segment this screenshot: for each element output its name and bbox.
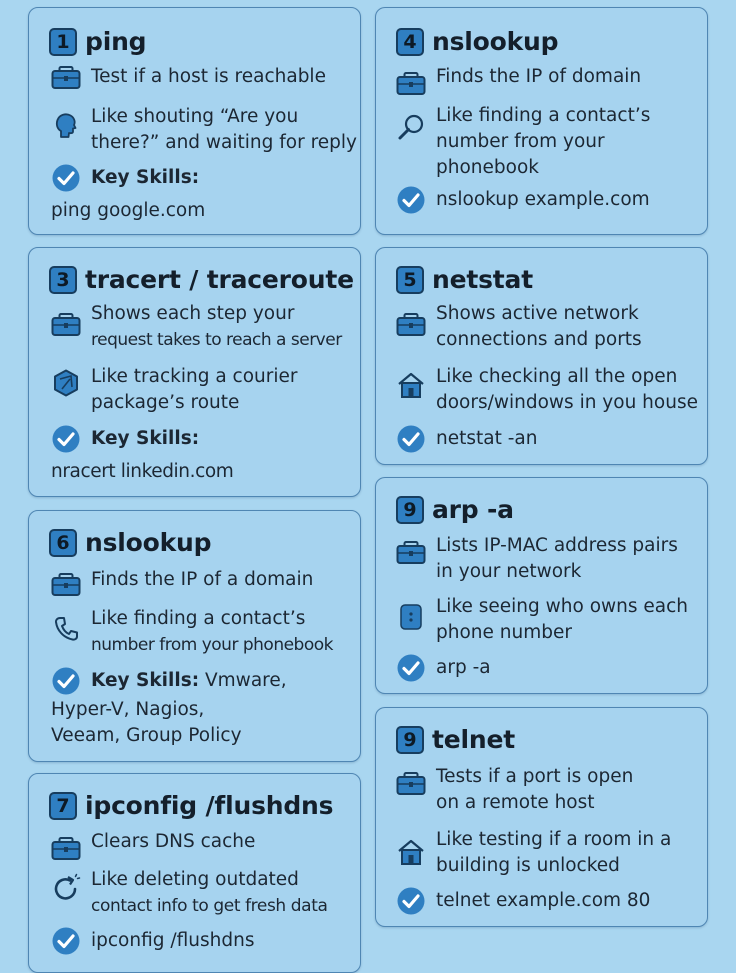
card-title: nslookup [85, 528, 212, 557]
house-icon [396, 370, 426, 400]
analogy-line-2: phone number [436, 622, 572, 643]
card-nslookup-second [28, 510, 361, 762]
purpose-line-2: connections and ports [436, 329, 642, 350]
example-command: arp -a [436, 657, 491, 678]
analogy-line-1: Like seeing who owns each [436, 596, 689, 617]
key-skills-label: Key Skills: [91, 167, 200, 188]
card-number-badge: 3 [49, 266, 77, 294]
key-skills-label: Key Skills: [91, 670, 200, 691]
purpose-line-2: request takes to reach a server [91, 330, 342, 350]
purpose-text: Finds the IP of a domain [91, 569, 314, 590]
card-tracert [28, 247, 361, 497]
example-command: ping google.com [51, 200, 206, 221]
card-ping [28, 7, 361, 235]
key-skills-label: Key Skills: [91, 428, 200, 449]
briefcase-icon [51, 835, 81, 861]
card-title: ping [85, 27, 147, 56]
analogy-line-2: contact info to get fresh data [91, 896, 328, 916]
analogy-line-1: Like checking all the open [436, 366, 678, 387]
card-title: tracert / traceroute [85, 265, 354, 294]
check-circle-icon [51, 926, 81, 956]
purpose-line-1: Shows active network [436, 303, 639, 324]
analogy-line-2: package’s route [91, 392, 240, 413]
card-netstat [375, 247, 708, 465]
card-nslookup [375, 7, 708, 235]
check-circle-icon [396, 886, 426, 916]
purpose-text: Finds the IP of domain [436, 66, 642, 87]
check-circle-icon [396, 653, 426, 683]
analogy-line-2: number from your phonebook [91, 635, 333, 655]
purpose-line-1: Tests if a port is open [436, 766, 634, 787]
analogy-line-1: Like finding a contact’s [91, 608, 306, 629]
card-number-badge: 4 [396, 28, 424, 56]
analogy-line-3: phonebook [436, 157, 539, 178]
example-command: nracert linkedin.com [51, 461, 234, 482]
contact-card-icon [396, 602, 426, 632]
house-icon [396, 837, 426, 867]
card-title: telnet [432, 725, 515, 754]
check-circle-icon [51, 424, 81, 454]
analogy-line-2: there?” and waiting for reply [91, 132, 357, 153]
card-number-badge: 9 [396, 726, 424, 754]
briefcase-icon [396, 70, 426, 96]
analogy-line-1: Like finding a contact’s [436, 105, 651, 126]
briefcase-icon [51, 64, 81, 90]
card-number-badge: 9 [396, 496, 424, 524]
analogy-line-1: Like tracking a courier [91, 366, 298, 387]
analogy-line-2: building is unlocked [436, 855, 620, 876]
card-title: arp -a [432, 495, 514, 524]
briefcase-icon [396, 770, 426, 796]
purpose-text: Test if a host is reachable [91, 66, 326, 87]
example-command: netstat -an [436, 428, 538, 449]
check-circle-icon [396, 424, 426, 454]
briefcase-icon [51, 571, 81, 597]
purpose-text: Clears DNS cache [91, 831, 256, 852]
key-skills-values-1: Vmware, [199, 670, 287, 691]
analogy-line-1: Like deleting outdated [91, 869, 299, 890]
card-number-badge: 6 [49, 529, 77, 557]
briefcase-icon [51, 311, 81, 337]
head-silhouette-icon [51, 110, 81, 140]
purpose-line-1: Lists IP-MAC address pairs [436, 535, 678, 556]
phone-icon [51, 614, 81, 644]
refresh-icon [51, 873, 81, 903]
card-number-badge: 5 [396, 266, 424, 294]
card-number-badge: 1 [49, 28, 77, 56]
briefcase-icon [396, 539, 426, 565]
analogy-line-1: Like testing if a room in a [436, 829, 672, 850]
check-circle-icon [396, 185, 426, 215]
card-telnet [375, 707, 708, 927]
card-number-badge: 7 [49, 792, 77, 820]
analogy-line-2: number from your [436, 131, 605, 152]
example-command: ipconfig /flushdns [91, 930, 255, 951]
purpose-line-2: on a remote host [436, 792, 595, 813]
magnifier-icon [396, 113, 426, 143]
example-command: telnet example.com 80 [436, 890, 651, 911]
card-title: netstat [432, 265, 533, 294]
card-ipconfig [28, 773, 361, 973]
analogy-line-2: doors/windows in you house [436, 392, 698, 413]
card-title: nslookup [432, 27, 559, 56]
example-command: nslookup example.com [436, 189, 650, 210]
key-skills-values-2: Hyper-V, Nagios, [51, 699, 205, 720]
card-title: ipconfig /flushdns [85, 791, 334, 820]
analogy-line-1: Like shouting “Are you [91, 106, 299, 127]
package-icon [51, 368, 81, 398]
briefcase-icon [396, 311, 426, 337]
check-circle-icon [51, 163, 81, 193]
key-skills-values-3: Veeam, Group Policy [51, 725, 242, 746]
purpose-line-2: in your network [436, 561, 582, 582]
purpose-line-1: Shows each step your [91, 303, 295, 324]
check-circle-icon [51, 666, 81, 696]
card-arp [375, 477, 708, 694]
